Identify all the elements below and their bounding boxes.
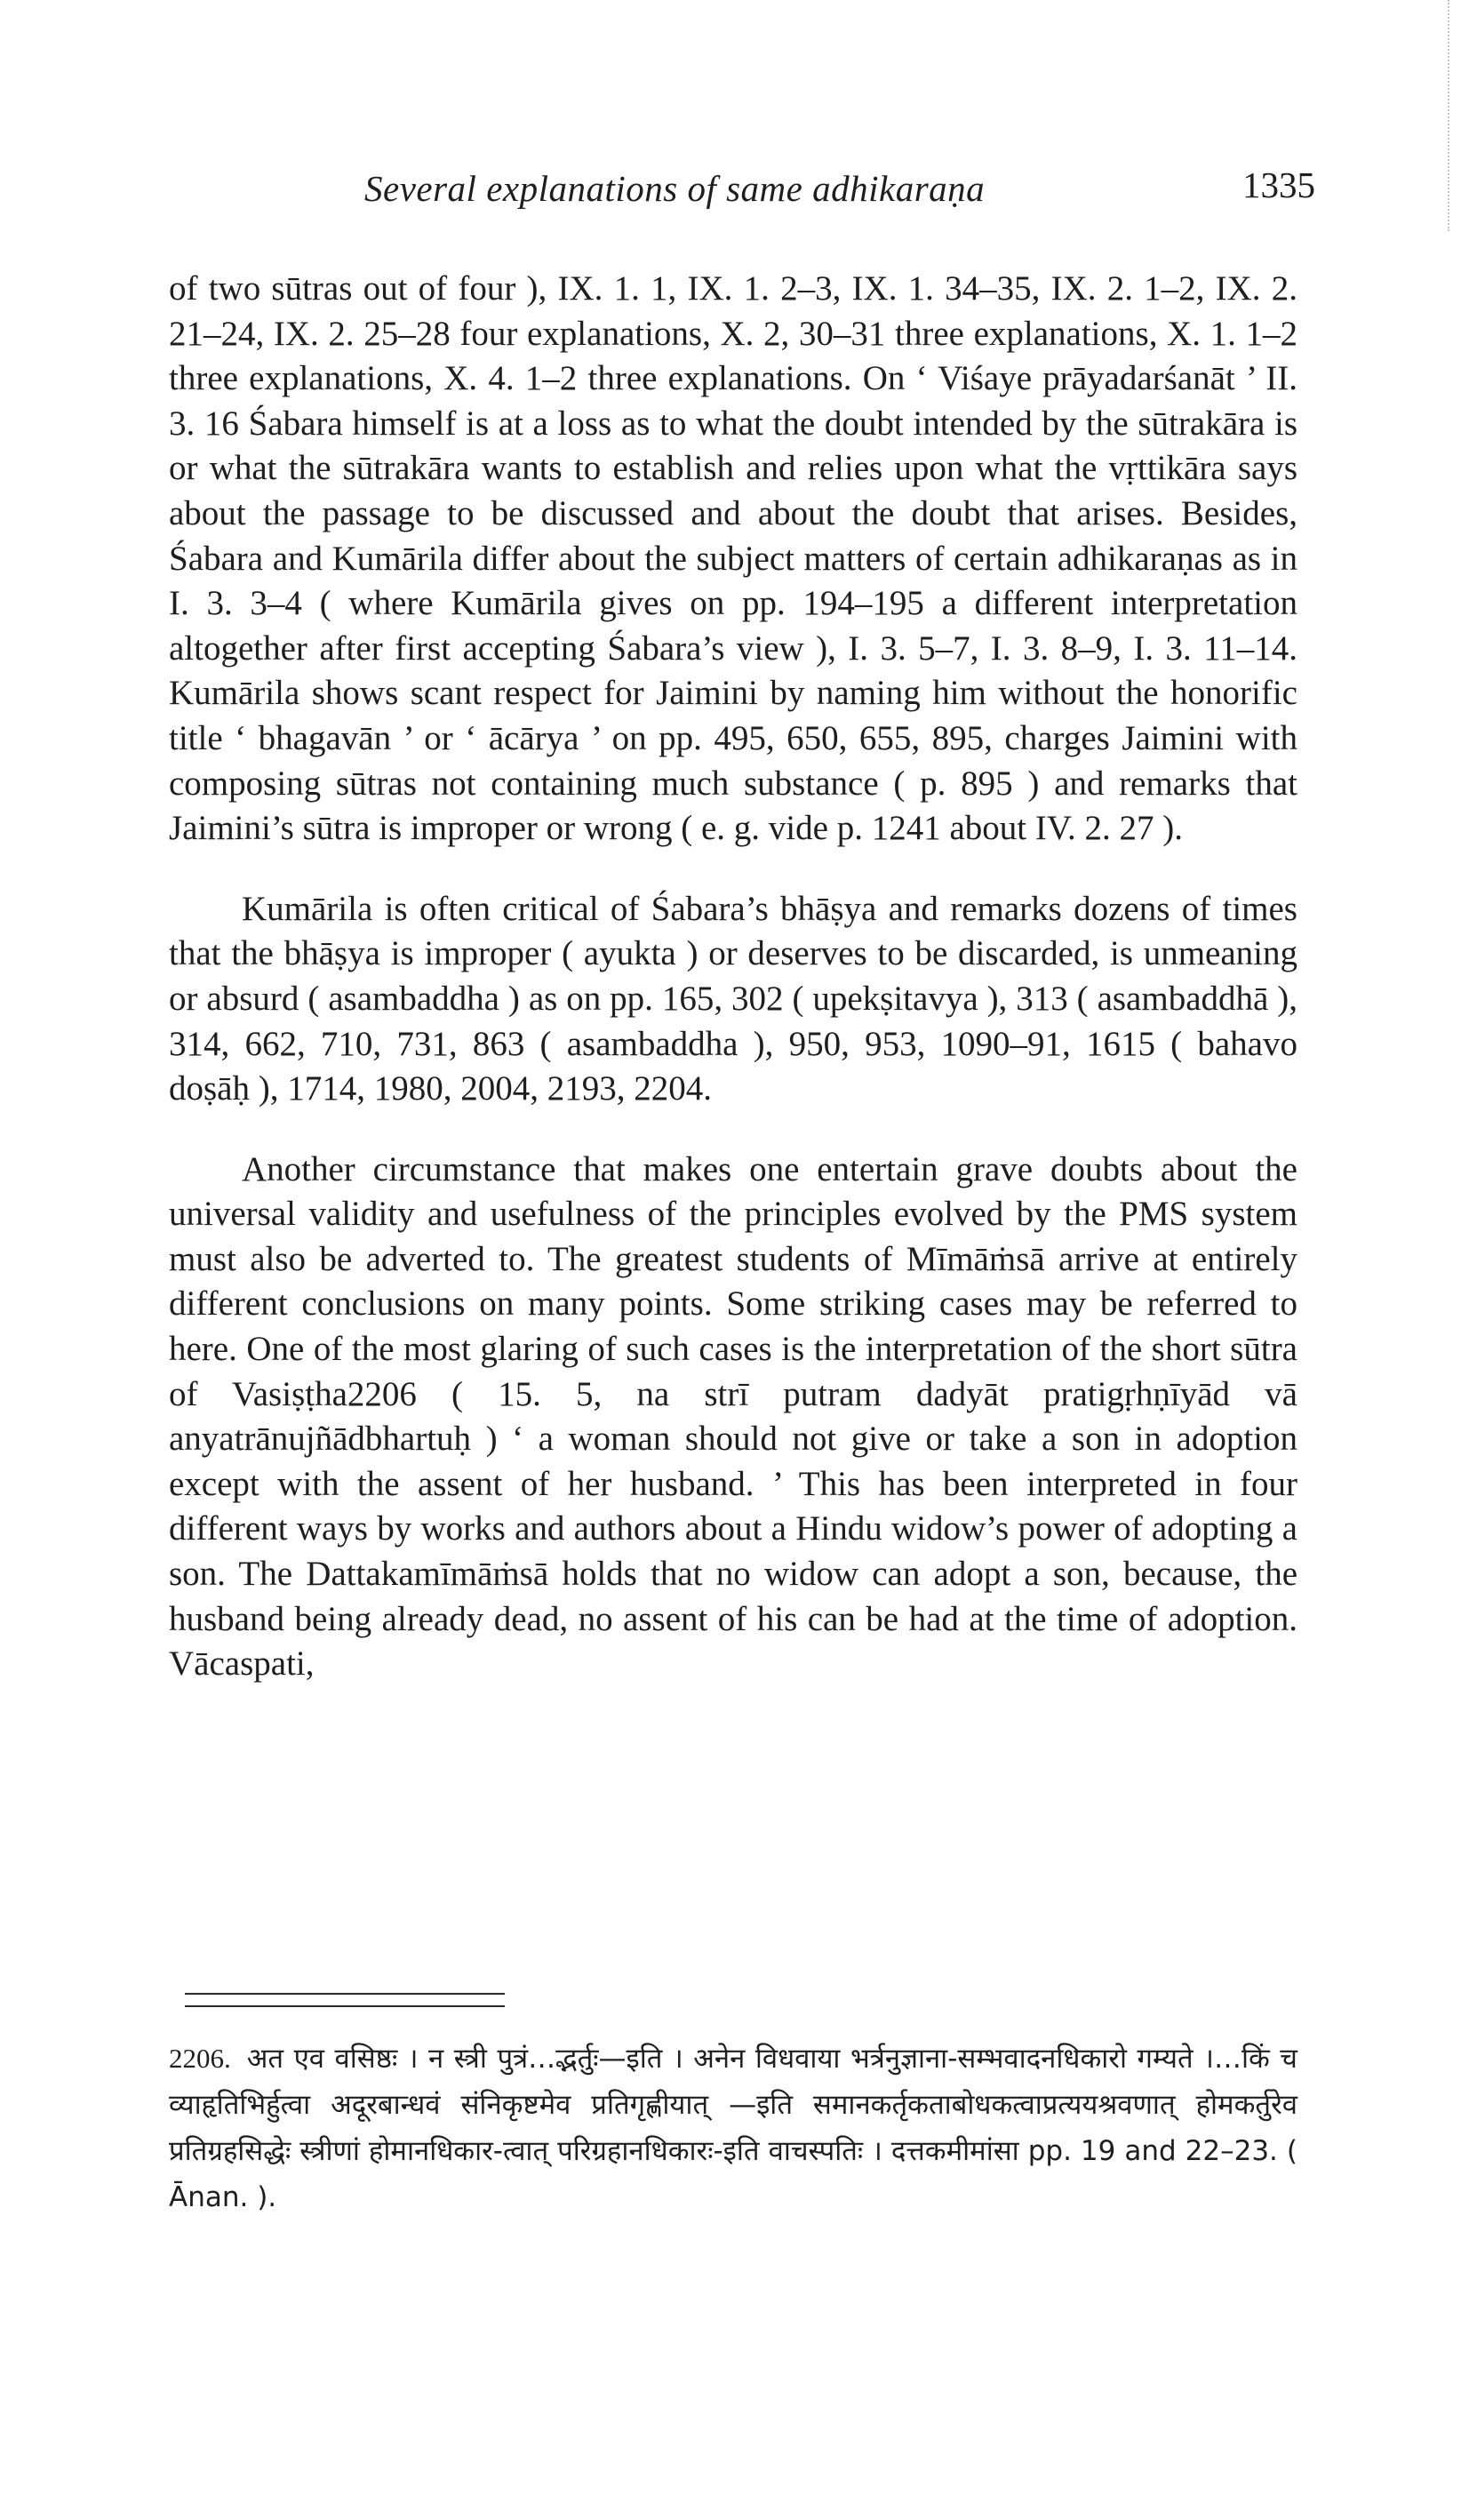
paragraph-2: Kumārila is often critical of Śabara’s bhāṣya and remarks dozens of times that the bhāṣya is improper ( ayukta ) or deserves to be discarded, is unmeaning or absurd ( asambaddha ) as on pp. 165, 302 ( upekṣitavya ), 313 ( asambaddhā ), 314, 662, 710, 731, 863 ( asambaddha ), 950, 953, 1090–91, 1615 ( bahavo doṣāḥ ), 1714, 1980, 2004, 2193, 2204. xyxy=(169,889,1297,1108)
running-title: Several explanations of same adhikaraṇa xyxy=(364,168,986,209)
body-text xyxy=(169,267,1297,1687)
footnote-rule-top xyxy=(185,1993,505,1995)
running-head xyxy=(169,164,1315,220)
footnote-2206 xyxy=(169,2036,1297,2220)
page-number: 1335 xyxy=(1242,164,1315,205)
scan-edge-mark xyxy=(1448,0,1449,231)
footnote-text: अत एव वसिष्ठः । न स्त्री पुत्रं…द्भर्तुः—इति । अनेन विधवाया भर्त्रनुज्ञाना-सम्भवादनधिकारो गम्यते ।…किं च व्याहृतिभिर्हुत्वा अदूरबान्धवं संनिकृष्टमेव प्रतिगृह्णीयात् —इति समानकर्तृकताबोधकत्वाप्रत्ययश्रवणात् होमकर्तुरेव प्रतिग्रहसिद्धेः स्त्रीणां होमानधिकार-त्वात् परिग्रहानधिकारः-इति वाचस्पतिः । दत्तकमीमांसा pp. 19 and 22–23. ( Ānan. ). xyxy=(169,2043,1297,2213)
paragraph-3: Another circumstance that makes one entertain grave doubts about the universal validity and usefulness of the principles evolved by the PMS system must also be adverted to. The greatest students of Mīmāṁsā arrive at entirely different conclusions on many points. Some striking cases may be referred to here. One of the most glaring of such cases is the interpretation of the short sūtra of Vasiṣṭha2206 ( 15. 5, na strī putram dadyāt pratigṛhṇīyād vā anyatrānujñādbhartuḥ ) ‘ a woman should not give or take a son in adoption except with the assent of her husband. ’ This has been interpreted in four different ways by works and authors about a Hindu widow’s power of adopting a son. The Dattakamīmāṁsā holds that no widow can adopt a son, because, the husband being already dead, no assent of his can be had at the time of adoption. Vācaspati, xyxy=(169,1149,1297,1684)
footnote-rule-bottom xyxy=(185,2005,505,2007)
paragraph-1: of two sūtras out of four ), IX. 1. 1, IX. 1. 2–3, IX. 1. 34–35, IX. 2. 1–2, IX. 2. 21–24, IX. 2. 25–28 four explanations, X. 2, 30–31 three explanations, X. 1. 1–2 three explanations, X. 4. 1–2 three explanations. On ‘ Viśaye prāyadarśanāt ’ II. 3. 16 Śabara himself is at a loss as to what the doubt intended by the sūtrakāra is or what the sūtrakāra wants to establish and relies upon what the vṛttikāra says about the passage to be discussed and about the doubt that arises. Besides, Śabara and Kumārila differ about the subject matters of certain adhikaraṇas as in I. 3. 3–4 ( where Kumārila gives on pp. 194–195 a different interpretation altogether after first accepting Śabara’s view ), I. 3. 5–7, I. 3. 8–9, I. 3. 11–14. Kumārila shows scant respect for Jaimini by naming him without the honorific title ‘ bhagavān ’ or ‘ ācārya ’ on pp. 495, 650, 655, 895, charges Jaimini with composing sūtras not containing much substance ( p. 895 ) and remarks that Jaimini’s sūtra is improper or wrong ( e. g. vide p. 1241 about IV. 2. 27 ). xyxy=(169,269,1297,848)
footnote-number: 2206. xyxy=(169,2043,231,2074)
